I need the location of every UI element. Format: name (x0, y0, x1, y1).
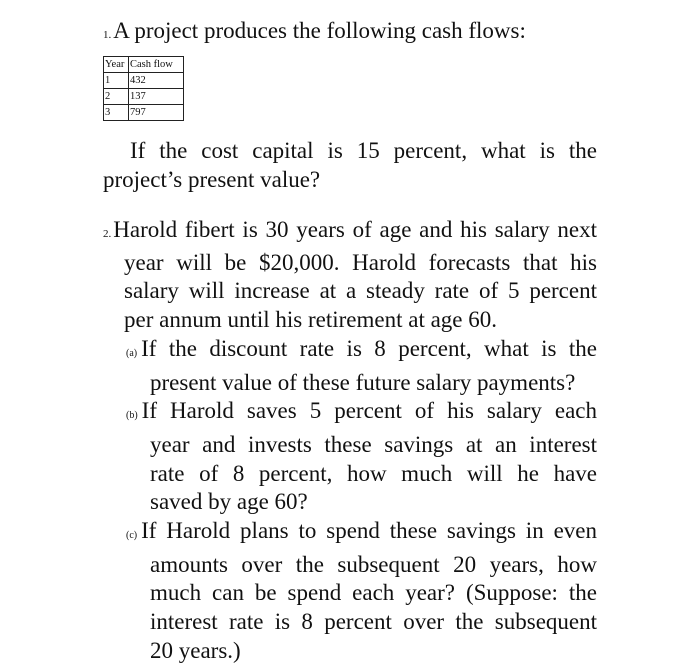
table-cell-year: 3 (104, 105, 129, 121)
part-b-line: year and invests these savings at an interest (150, 431, 597, 457)
part-c-line: 20 years.) (150, 637, 241, 663)
part-b-line: rate of 8 percent, how much will he have (150, 460, 597, 486)
table-cell-cash-flow: 797 (129, 105, 184, 121)
table-cell-cash-flow: 137 (129, 89, 184, 105)
question-2-line: per annum until his retirement at age 60. (124, 307, 497, 333)
question-1-line: project’s present value? (103, 167, 321, 192)
question-1-prompt (103, 136, 597, 194)
part-a-line: (a) If the discount rate is 8 percent, what is the (126, 335, 597, 361)
part-a-label: (a) (126, 347, 138, 359)
part-c-line: much can be spend each year? (Suppose: the (150, 580, 597, 606)
part-c-line: amounts over the subsequent 20 years, how (150, 551, 597, 577)
part-b-line: saved by age 60? (150, 489, 308, 515)
table-cell-year: 1 (104, 73, 129, 89)
part-c-line: interest rate is 8 percent over the subsequent (150, 609, 597, 635)
question-2-number: 2. (103, 228, 112, 240)
question-2 (103, 216, 597, 666)
question-1-heading (103, 18, 526, 44)
table-header-year: Year (104, 57, 129, 73)
part-b-label: (b) (126, 410, 138, 422)
table-row (104, 105, 184, 121)
table-row (104, 73, 184, 89)
question-1-line: If the cost capital is 15 percent, what is the (130, 138, 597, 163)
question-2-line: year will be $20,000. Harold forecasts that his (124, 249, 597, 275)
part-c-label: (c) (126, 530, 138, 542)
table-header-cash-flow: Cash flow (129, 57, 184, 73)
table-cell-year: 2 (104, 89, 129, 105)
table-header-row (104, 57, 184, 73)
table-row (104, 89, 184, 105)
table-cell-cash-flow: 432 (129, 73, 184, 89)
question-2-line: salary will increase at a steady rate of 5 percent (124, 278, 597, 304)
question-2-line: 2.Harold fibert is 30 years of age and his salary next (103, 217, 597, 242)
part-a-line: present value of these future salary payments? (150, 369, 576, 395)
cash-flow-table (103, 56, 184, 121)
question-1-number: 1. (103, 29, 112, 41)
part-c-line: (c) If Harold plans to spend these savings in even (126, 518, 597, 544)
question-1-title: A project produces the following cash flows: (113, 18, 526, 43)
part-b-line: (b) If Harold saves 5 percent of his salary each (126, 398, 597, 424)
